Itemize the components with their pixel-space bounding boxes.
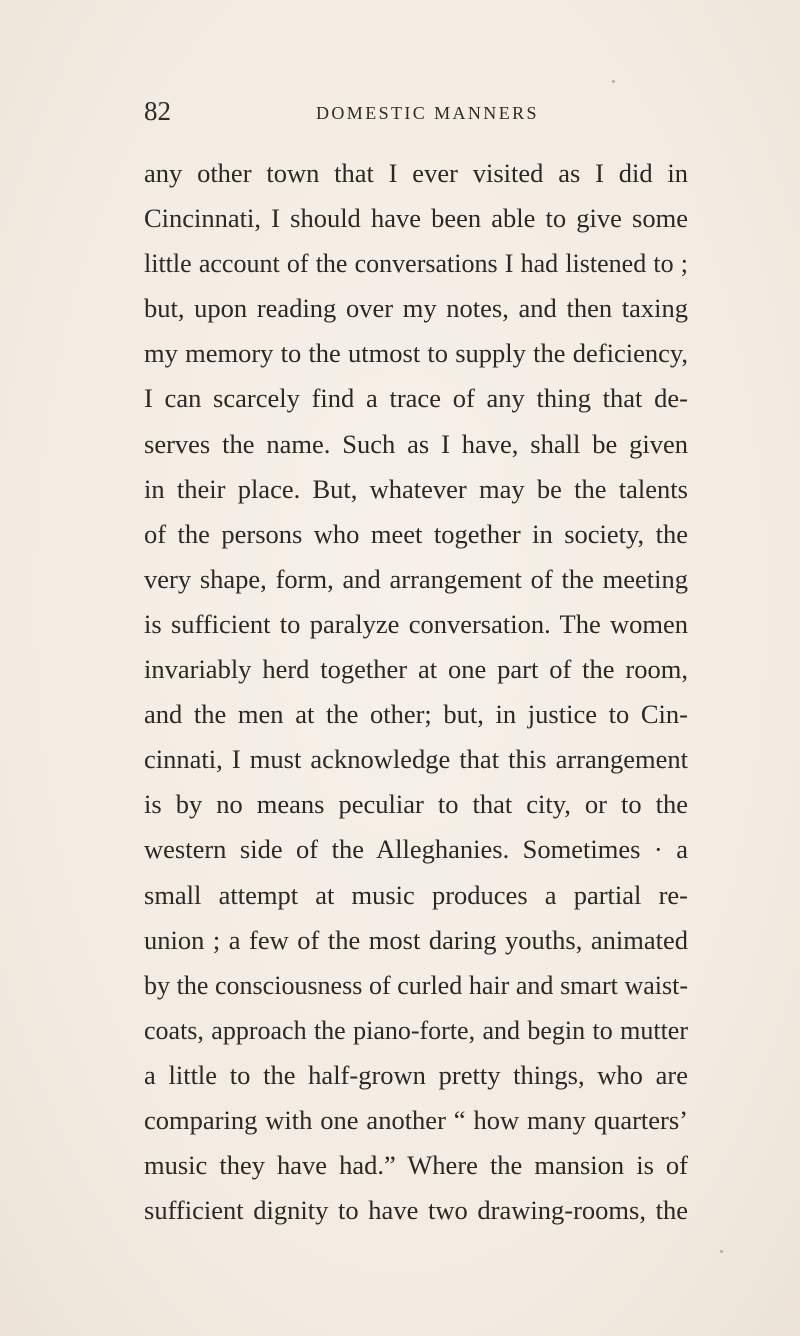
page-number: 82 xyxy=(144,96,171,126)
running-head: DOMESTIC MANNERS xyxy=(316,103,539,123)
text-line: but, upon reading over my notes, and then taxing xyxy=(144,293,688,324)
text-line: union ; a few of the most daring youths, animated xyxy=(144,924,688,955)
text-line: little account of the conversations I had listened to ; xyxy=(144,249,688,279)
text-line: in their place. But, whatever may be the talents xyxy=(144,473,688,504)
text-line: sufficient dignity to have two drawing-rooms, the xyxy=(144,1195,688,1226)
text-line: and the men at the other; but, in justice to Cin- xyxy=(144,699,688,730)
text-line: small attempt at music produces a partial re- xyxy=(144,879,688,910)
text-line: Cincinnati, I should have been able to give some xyxy=(144,203,688,234)
text-line: my memory to the utmost to supply the deficiency, xyxy=(144,338,688,369)
text-line: cinnati, I must acknowledge that this arrangement xyxy=(144,744,688,775)
text-line: is by no means peculiar to that city, or to the xyxy=(144,789,688,820)
text-line: by the consciousness of curled hair and smart waist- xyxy=(144,970,688,1000)
text-line: very shape, form, and arrangement of the meeting xyxy=(144,563,688,594)
text-line: I can scarcely find a trace of any thing that de- xyxy=(144,383,688,414)
text-line: serves the name. Such as I have, shall be given xyxy=(144,428,688,459)
page-header xyxy=(144,96,664,136)
text-line: any other town that I ever visited as I did in xyxy=(144,158,688,188)
text-line: is sufficient to paralyze conversation. The women xyxy=(144,608,688,639)
text-line: of the persons who meet together in society, the xyxy=(144,518,688,549)
body-text xyxy=(144,151,688,1233)
text-line: western side of the Alleghanies. Sometimes · a xyxy=(144,834,688,865)
text-line: music they have had.” Where the mansion is of xyxy=(144,1150,688,1181)
text-line: coats, approach the piano-forte, and begin to mutter xyxy=(144,1015,688,1045)
text-line: comparing with one another “ how many quarters’ xyxy=(144,1104,688,1135)
paper-speck xyxy=(612,80,615,83)
text-line: a little to the half-grown pretty things, who are xyxy=(144,1059,688,1090)
paper-speck xyxy=(720,1250,723,1253)
text-line: invariably herd together at one part of the room, xyxy=(144,654,688,685)
